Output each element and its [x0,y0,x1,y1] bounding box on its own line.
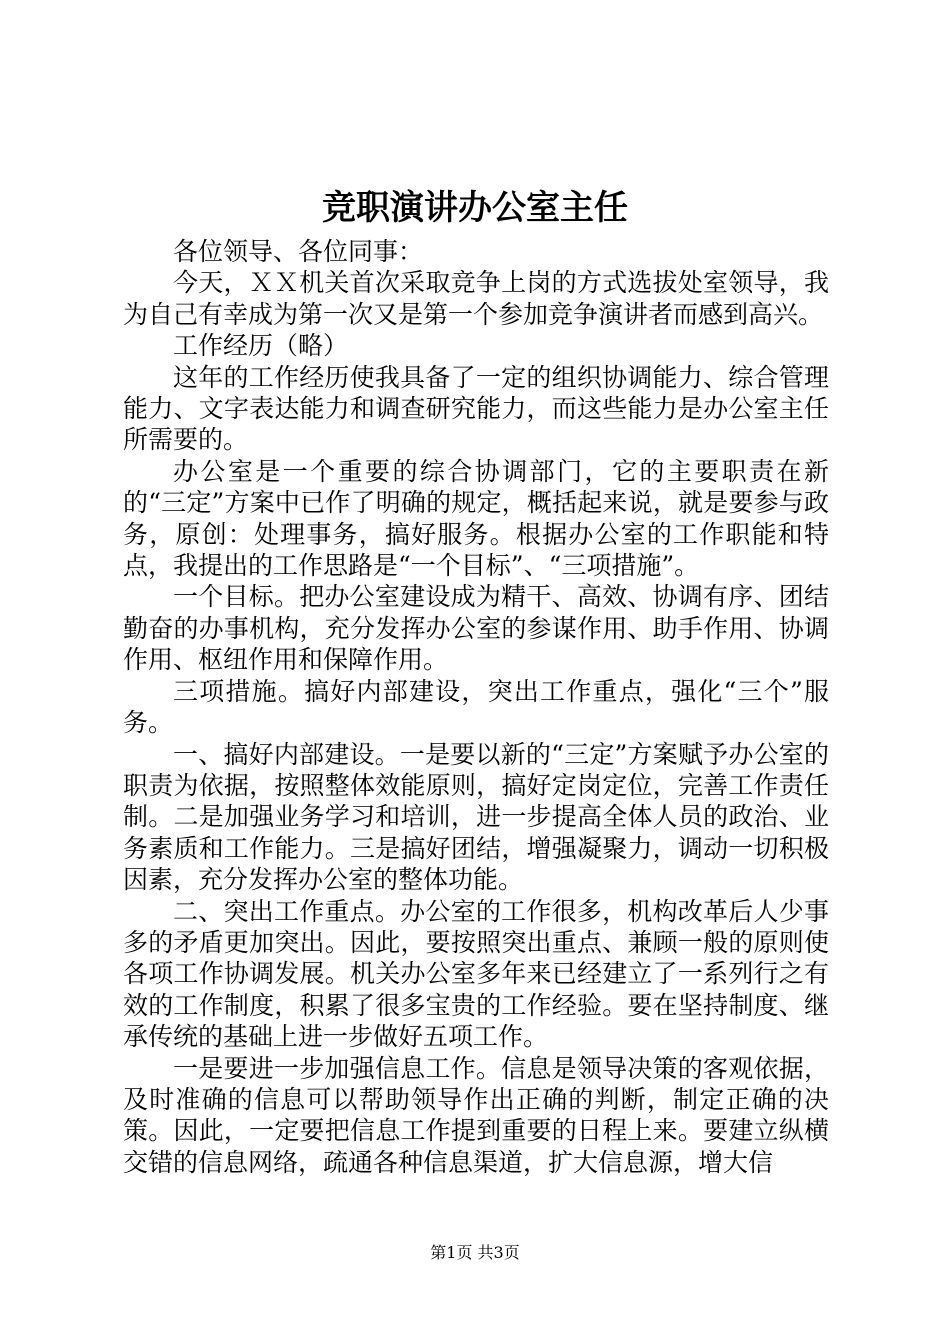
paragraph-salutation: 各位领导、各位同事： [173,237,424,266]
page-number-footer: 第1页 共3页 [430,1243,520,1262]
paragraph-key-work: 二、突出工作重点。办公室的工作很多，机构改革后人少事多的矛盾更加突出。因此，要按照突出重点、兼顾一般的原则使各项工作协调发展。机关办公室多年来已经建立了一系列行之有效的工作制度，积累了很多宝贵的工作经验。要在坚持制度、继承传统的基础上进一步做好五项工作。 [123,896,829,1052]
paragraph-abilities: 这年的工作经历使我具备了一定的组织协调能力、综合管理能力、文字表达能力和调查研究能力，而这些能力是办公室主任所需要的。 [123,362,829,455]
paragraph-office-role: 办公室是一个重要的综合协调部门，它的主要职责在新的“三定”方案中已作了明确的规定，概括起来说，就是要参与政务，原创：处理事务，搞好服务。根据办公室的工作职能和特点，我提出的工作思路是“一个目标”、“三项措施”。 [123,456,829,581]
paragraph-three-measures: 三项措施。搞好内部建设，突出工作重点，强化“三个”服务。 [123,676,829,738]
document-title: 竞职演讲办公室主任 [322,188,628,228]
paragraph-internal-building: 一、搞好内部建设。一是要以新的“三定”方案赋予办公室的职责为依据，按照整体效能原则，搞好定岗定位，完善工作责任制。二是加强业务学习和培训，进一步提高全体人员的政治、业务素质和工作能力。三是搞好团结，增强凝聚力，调动一切积极因素，充分发挥办公室的整体功能。 [123,739,829,895]
paragraph-information-work: 一是要进一步加强信息工作。信息是领导决策的客观依据，及时准确的信息可以帮助领导作出正确的判断，制定正确的决策。因此，一定要把信息工作提到重要的日程上来。要建立纵横交错的信息网络，疏通各种信息渠道，扩大信息源，增大信 [123,1053,829,1177]
paragraph-one-goal: 一个目标。把办公室建设成为精干、高效、协调有序、团结勤奋的办事机构，充分发挥办公室的参谋作用、助手作用、协调作用、枢纽作用和保障作用。 [123,582,829,675]
document-body [123,236,829,1178]
paragraph-work-history: 工作经历（略） [173,331,349,361]
paragraph-opening: 今天，ＸＸ机关首次采取竞争上岗的方式选拔处室领导，我为自己有幸成为第一次又是第一个参加竞争演讲者而感到高兴。 [123,268,829,329]
